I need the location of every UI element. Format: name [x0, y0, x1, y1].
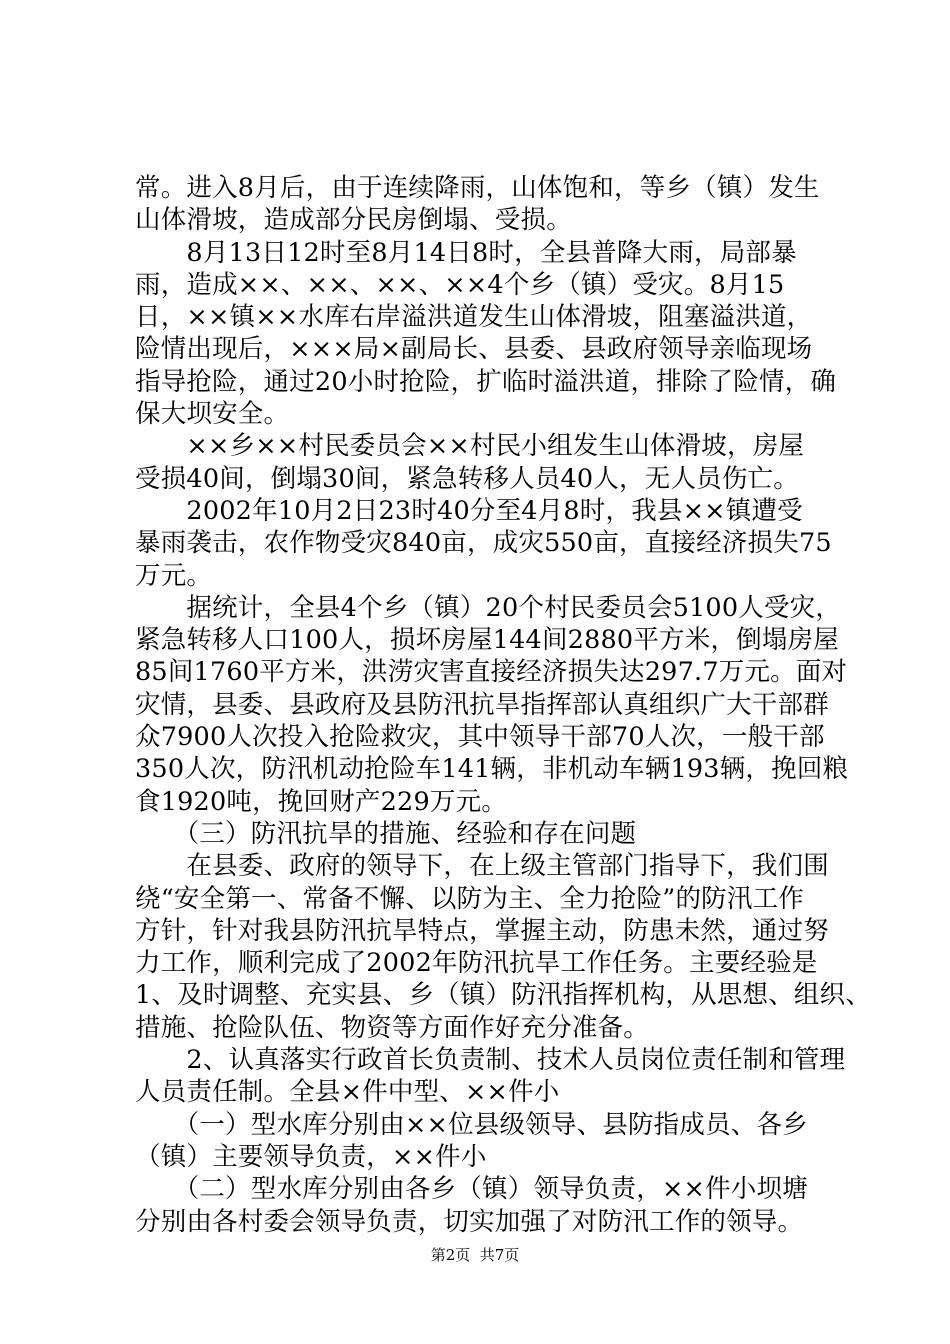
page-footer: 第2页 共7页	[430, 1246, 520, 1264]
text-line: 8月13日12时至8月14日8时，全县普降大雨，局部暴	[135, 237, 797, 268]
text-line: 保大坝安全。	[135, 399, 290, 430]
text-line: 措施、抢险队伍、物资等方面作好充分准备。	[135, 1012, 650, 1043]
text-line: 众7900人次投入抢险救灾，其中领导干部70人次，一般干部	[135, 722, 825, 753]
text-line: 2002年10月2日23时40分至4月8时，我县××镇遭受	[135, 495, 803, 526]
text-line: 雨，造成××、××、××、××4个乡（镇）受灾。8月15	[135, 269, 785, 300]
text-line: （镇）主要领导负责，××件小	[135, 1141, 487, 1172]
text-line: 绕“安全第一、常备不懈、以防为主、全力抢险”的防汛工作	[135, 883, 804, 914]
text-line: （一）型水库分别由××位县级领导、县防指成员、各乡	[135, 1109, 808, 1140]
text-line: 2、认真落实行政首长负责制、技术人员岗位责任制和管理	[135, 1045, 846, 1076]
text-line: 险情出现后，×××局×副局长、县委、县政府领导亲临现场	[135, 334, 813, 365]
text-line: 85间1760平方米，洪涝灾害直接经济损失达297.7万元。面对	[135, 657, 848, 688]
text-line: ××乡××村民委员会××村民小组发生山体滑坡，房屋	[135, 431, 805, 462]
text-line: 方针，针对我县防汛抗旱特点，掌握主动，防患未然，通过努	[135, 915, 829, 946]
text-line: 指导抢险，通过20小时抢险，扩临时溢洪道，排除了险情，确	[135, 366, 837, 397]
text-line: （三）防汛抗旱的措施、经验和存在问题	[135, 818, 637, 849]
text-line: 日，××镇××水库右岸溢洪道发生山体滑坡，阻塞溢洪道，	[135, 302, 813, 333]
text-line: 350人次，防汛机动抢险车141辆，非机动车辆193辆，挽回粮	[135, 754, 849, 785]
document-body	[135, 172, 872, 1238]
text-line: 灾情，县委、县政府及县防汛抗旱指挥部认真组织广大干部群	[135, 689, 829, 720]
text-line: 食1920吨，挽回财产229万元。	[135, 786, 507, 817]
text-line: 人员责任制。全县×件中型、××件小	[135, 1077, 560, 1108]
text-line: 受损40间，倒塌30间，紧急转移人员40人，无人员伤亡。	[135, 463, 799, 494]
text-line: （二）型水库分别由各乡（镇）领导负责，××件小坝塘	[135, 1174, 808, 1205]
text-line: 在县委、政府的领导下，在上级主管部门指导下，我们围	[135, 851, 829, 882]
text-line: 紧急转移人口100人，损坏房屋144间2880平方米，倒塌房屋	[135, 625, 839, 656]
text-line: 据统计，全县4个乡（镇）20个村民委员会5100人受灾，	[135, 592, 842, 623]
text-line: 1、及时调整、充实县、乡（镇）防汛指挥机构，从思想、组织、	[135, 980, 872, 1011]
text-line: 万元。	[135, 560, 213, 591]
text-line: 力工作，顺利完成了2002年防汛抗旱工作任务。主要经验是	[135, 948, 818, 979]
text-line: 山体滑坡，造成部分民房倒塌、受损。	[135, 205, 572, 236]
text-line: 分别由各村委会领导负责，切实加强了对防汛工作的领导。	[135, 1206, 804, 1237]
text-line: 常。进入8月后，由于连续降雨，山体饱和，等乡（镇）发生	[135, 173, 820, 203]
text-line: 暴雨袭击，农作物受灾840亩，成灾550亩，直接经济损失75	[135, 528, 832, 559]
